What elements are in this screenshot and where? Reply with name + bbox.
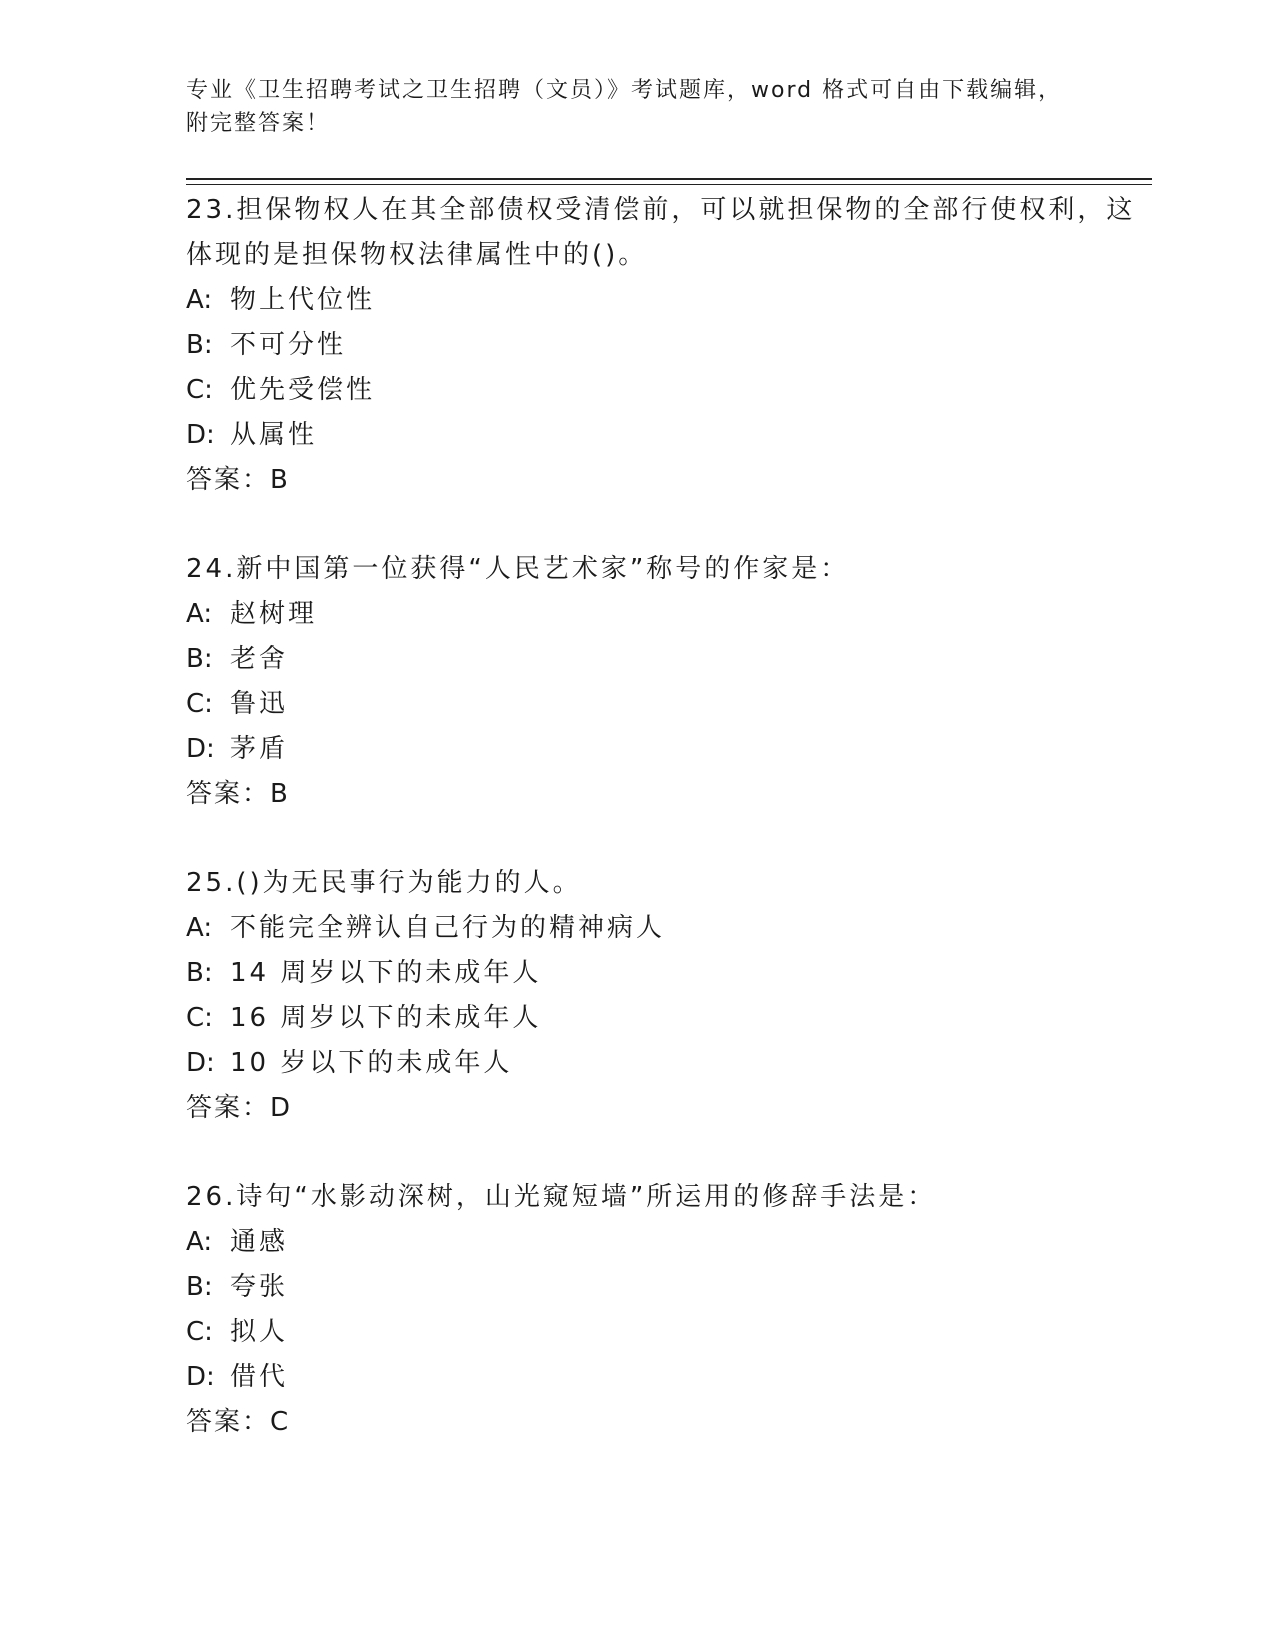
answer-line: [186, 1400, 1146, 1445]
option-b: [186, 323, 1146, 368]
answer-label: 答案：: [186, 1093, 271, 1123]
option-letter: D:: [186, 1048, 215, 1078]
option-text: 拟人: [230, 1317, 289, 1347]
option-text: 16 周岁以下的未成年人: [230, 1003, 542, 1033]
option-c: [186, 1310, 1146, 1355]
option-text: 不可分性: [230, 330, 347, 360]
answer-value: B: [270, 465, 288, 495]
option-text: 10 岁以下的未成年人: [230, 1048, 513, 1078]
option-d: [186, 1041, 1146, 1086]
option-text: 优先受偿性: [230, 375, 376, 405]
option-a: [186, 906, 1146, 951]
answer-value: B: [270, 779, 288, 809]
question-25: [186, 861, 1146, 1131]
option-letter: C:: [186, 689, 213, 719]
option-d: [186, 727, 1146, 772]
question-26: [186, 1175, 1146, 1445]
question-23: [186, 188, 1146, 503]
option-letter: A:: [186, 913, 213, 943]
option-text: 物上代位性: [230, 285, 376, 315]
option-text: 茅盾: [230, 734, 289, 764]
option-d: [186, 1355, 1146, 1400]
answer-value: C: [270, 1407, 289, 1437]
option-letter: A:: [186, 599, 213, 629]
option-text: 不能完全辨认自己行为的精神病人: [230, 913, 666, 943]
option-letter: C:: [186, 1003, 213, 1033]
question-list: [186, 188, 1146, 1489]
header-divider-thin: [186, 184, 1152, 185]
answer-line: [186, 1086, 1146, 1131]
option-text: 鲁迅: [230, 689, 289, 719]
answer-label: 答案：: [186, 465, 271, 495]
document-header: 专业《卫生招聘考试之卫生招聘（文员）》考试题库，word 格式可自由下载编辑，附完整答案！: [186, 78, 1063, 136]
option-c: [186, 368, 1146, 413]
option-text: 通感: [230, 1227, 289, 1257]
question-stem: 26.诗句“水影动深树，山光窥短墙”所运用的修辞手法是：: [186, 1182, 937, 1212]
option-letter: B:: [186, 644, 213, 674]
option-text: 借代: [230, 1362, 289, 1392]
option-b: [186, 637, 1146, 682]
option-text: 老舍: [230, 644, 289, 674]
option-c: [186, 996, 1146, 1041]
question-stem: 23.担保物权人在其全部债权受清偿前，可以就担保物的全部行使权利，这体现的是担保物权法律属性中的()。: [186, 195, 1136, 270]
option-a: [186, 1220, 1146, 1265]
option-letter: C:: [186, 375, 213, 405]
option-c: [186, 682, 1146, 727]
option-text: 14 周岁以下的未成年人: [230, 958, 542, 988]
option-text: 夸张: [230, 1272, 289, 1302]
question-stem: 25.()为无民事行为能力的人。: [186, 868, 582, 898]
option-letter: A:: [186, 285, 213, 315]
option-text: 赵树理: [230, 599, 318, 629]
option-text: 从属性: [230, 420, 318, 450]
option-letter: C:: [186, 1317, 213, 1347]
option-letter: B:: [186, 330, 213, 360]
option-d: [186, 413, 1146, 458]
option-letter: B:: [186, 1272, 213, 1302]
option-letter: D:: [186, 420, 215, 450]
answer-value: D: [270, 1093, 291, 1123]
option-letter: D:: [186, 1362, 215, 1392]
option-b: [186, 951, 1146, 996]
header-divider-thick: [186, 178, 1152, 180]
option-a: [186, 592, 1146, 637]
answer-line: [186, 458, 1146, 503]
question-stem: 24.新中国第一位获得“人民艺术家”称号的作家是：: [186, 554, 850, 584]
option-letter: D:: [186, 734, 215, 764]
answer-label: 答案：: [186, 1407, 271, 1437]
answer-label: 答案：: [186, 779, 271, 809]
option-b: [186, 1265, 1146, 1310]
option-letter: A:: [186, 1227, 213, 1257]
option-letter: B:: [186, 958, 213, 988]
option-a: [186, 278, 1146, 323]
question-24: [186, 547, 1146, 817]
answer-line: [186, 772, 1146, 817]
